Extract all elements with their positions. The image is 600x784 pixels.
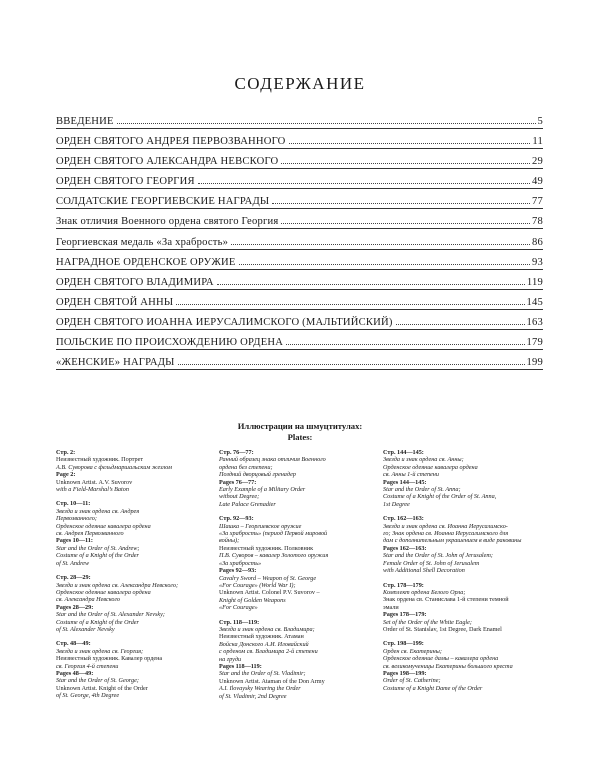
- plates-heading-ru: Иллюстрации на шмуцтитулах:: [237, 421, 363, 431]
- plate-page-ref: Стр. 76—77:: [219, 449, 254, 456]
- toc-entry[interactable]: [56, 189, 543, 209]
- toc-entry-page: 11: [532, 136, 543, 148]
- plate-caption-line: Star and the Order of St. John of Jerusalem;: [383, 552, 493, 560]
- plate-caption-line: Order of St. Catherine;: [383, 677, 441, 685]
- plate-caption-line: Войска Донского А.И. Иловайский: [219, 640, 309, 648]
- plates-column-1: [56, 449, 214, 707]
- page-title: СОДЕРЖАНИЕ: [234, 74, 366, 93]
- plate-caption-line: П.В. Суворов – кавалер Золотого оружия: [219, 552, 329, 560]
- toc-entry-page: 145: [526, 296, 543, 308]
- plate-caption-line: Star and the Order of St. Andrew;: [56, 544, 140, 552]
- plate-caption-line: го; Знак ордена св. Иоанна Иерусалимского для: [383, 530, 509, 538]
- plate-caption-line: св. Анны 1-й степени: [383, 471, 439, 479]
- plate-page-ref: Pages 28—29:: [56, 603, 94, 611]
- toc-entry[interactable]: [56, 310, 543, 330]
- toc-entry[interactable]: [56, 350, 543, 370]
- plate-caption-line: Order of St. Stanislav, 1st Degree, Dark Enamel: [383, 625, 502, 633]
- plate-caption-line: Costume of a Knight of the Order: [56, 552, 139, 560]
- plate-caption-line: св. Александра Невского: [56, 596, 121, 604]
- plate-entry: [383, 515, 541, 574]
- plate-caption-line: Unknown Artist. Knight of the Order: [56, 684, 148, 692]
- plates-list: [56, 449, 546, 769]
- plate-page-ref: Page 2:: [56, 471, 76, 479]
- plate-page-ref: Pages 144—145:: [383, 478, 427, 486]
- toc-entry[interactable]: [56, 330, 543, 350]
- plate-caption-line: св. Андрея Первозванного: [56, 530, 124, 538]
- toc-entry-label: НАГРАДНОЕ ОРДЕНСКОЕ ОРУЖИЕ: [56, 256, 236, 268]
- plate-page-ref: Стр. 48—49:: [56, 640, 91, 648]
- plates-heading: [0, 421, 600, 443]
- plate-caption-line: Орденское одеяние дамы – кавалера ордена: [383, 655, 499, 663]
- toc-entry[interactable]: [56, 149, 543, 169]
- toc-entry-label: Знак отличия Военного ордена святого Георгия: [56, 216, 279, 228]
- plate-caption-line: Ранний образец знака отличия Военного: [219, 456, 326, 464]
- plate-caption-line: Star and the Order of St. Alexander Nevsky;: [56, 611, 165, 619]
- plate-caption-line: эмали: [383, 603, 399, 611]
- plate-caption-line: of St. Vladimir, 2nd Degree: [219, 692, 287, 700]
- toc-entry-page: 49: [532, 176, 543, 188]
- plate-page-ref: Стр. 2:: [56, 449, 76, 456]
- toc-leader-dots: [272, 203, 530, 204]
- plate-caption-line: «За храбрость» (период Первой мировой: [219, 530, 328, 538]
- plate-caption-line: Звезда и знак ордена св. Анны;: [383, 456, 464, 464]
- plate-caption-line: Орденское одеяние кавалера ордена: [56, 522, 151, 530]
- toc-entry[interactable]: [56, 209, 543, 229]
- plate-caption-line: Unknown Artist. Colonel P.V. Suvorov –: [219, 589, 320, 597]
- plate-caption-line: Star and the Order of St. Anna;: [383, 486, 461, 494]
- plate-caption-line: Звезда и знак ордена св. Андрея: [56, 507, 140, 515]
- toc-leader-dots: [178, 364, 525, 365]
- toc-leader-dots: [231, 244, 530, 245]
- toc-leader-dots: [396, 324, 525, 325]
- plate-caption-line: «For Courage» (World War I);: [219, 581, 296, 589]
- toc-entry-label: ВВЕДЕНИЕ: [56, 116, 114, 127]
- plate-entry: [56, 574, 214, 633]
- plate-page-ref: Стр. 92—93:: [219, 515, 254, 523]
- plate-page-ref: Стр. 28—29:: [56, 574, 91, 582]
- plate-caption-line: Звезда и знак ордена св. Александра Невского;: [56, 581, 179, 589]
- toc-entry-page: 199: [526, 357, 543, 369]
- toc-entry[interactable]: [56, 250, 543, 270]
- plate-caption-line: with a Field-Marshal’s Baton: [56, 486, 129, 494]
- toc-entry-label: ОРДЕН СВЯТОГО АНДРЕЯ ПЕРВОЗВАННОГО: [56, 136, 286, 148]
- plate-page-ref: Стр. 118—119:: [219, 618, 260, 626]
- toc-entry-page: 163: [526, 316, 543, 328]
- toc-entry-label: ОРДЕН СВЯТОГО ИОАННА ИЕРУСАЛИМСКОГО (МАЛЬТИЙСКИЙ): [56, 316, 393, 328]
- plate-caption-line: Costume of a Knight Dame of the Order: [383, 684, 483, 692]
- plates-heading-en: Plates:: [287, 432, 313, 442]
- plate-entry: [56, 640, 214, 699]
- table-of-contents: [56, 109, 543, 370]
- plate-caption-line: of St. Andrew: [56, 559, 90, 567]
- plate-entry: [56, 500, 214, 567]
- toc-leader-dots: [286, 344, 524, 345]
- plate-caption-line: Star and the Order of St. Vladimir;: [219, 670, 306, 678]
- toc-entry-label: ОРДЕН СВЯТОЙ АННЫ: [56, 296, 174, 308]
- plate-caption-line: св. Георгия 4-й степени: [56, 662, 119, 670]
- plate-caption-line: Неизвестный художник. Портрет: [56, 456, 144, 464]
- toc-entry-label: ОРДЕН СВЯТОГО ВЛАДИМИРА: [56, 276, 214, 288]
- plate-caption-line: 1st Degree: [383, 500, 410, 508]
- plate-entry: [56, 449, 214, 493]
- toc-entry-page: 29: [532, 156, 543, 168]
- plate-caption-line: Costume of a Knight of the Order: [56, 618, 139, 626]
- toc-leader-dots: [281, 223, 530, 224]
- plate-caption-line: Орденское одеяние кавалера ордена: [56, 588, 151, 596]
- toc-entry[interactable]: [56, 129, 543, 149]
- plate-page-ref: Pages 10—11:: [56, 537, 93, 545]
- toc-entry[interactable]: [56, 290, 543, 310]
- plate-caption-line: Шашка – Георгиевское оружие: [219, 522, 302, 530]
- plates-column-3: [383, 449, 541, 699]
- plate-caption-line: Первозванного;: [56, 515, 97, 523]
- plate-caption-line: «For Courage»: [219, 604, 258, 612]
- plate-caption-line: Неизвестный художник. Полковник: [219, 544, 314, 552]
- toc-entry-label: СОЛДАТСКИЕ ГЕОРГИЕВСКИЕ НАГРАДЫ: [56, 196, 270, 208]
- plate-caption-line: Звезда и знак ордена св. Владимира;: [219, 625, 315, 633]
- toc-leader-dots: [289, 143, 531, 144]
- toc-entry-label: ПОЛЬСКИЕ ПО ПРОИСХОЖДЕНИЮ ОРДЕНА: [56, 337, 284, 349]
- plate-caption-line: Set of the Order of the White Eagle;: [383, 618, 472, 626]
- plate-caption-line: Поздний дворцовый гренадер: [219, 471, 296, 479]
- plate-caption-line: Early Example of a Military Order: [219, 486, 306, 494]
- plate-caption-line: св. великомученицы Екатерины большого креста: [383, 662, 513, 670]
- plate-page-ref: Pages 162—163:: [383, 544, 427, 552]
- plate-page-ref: Стр. 144—145:: [383, 449, 424, 456]
- plate-caption-line: of St. Alexander Nevsky: [56, 625, 115, 633]
- plate-caption-line: with Additional Shell Decoration: [383, 567, 465, 575]
- plate-entry: [383, 582, 541, 634]
- plate-entry: [219, 515, 377, 611]
- plates-column-2: [219, 449, 377, 707]
- plate-page-ref: Pages 178—179:: [383, 611, 427, 619]
- toc-entry[interactable]: [56, 230, 543, 250]
- plate-caption-line: A.I. Ilovaysky Wearing the Order: [219, 685, 301, 693]
- plate-caption-line: «За храбрость»: [219, 559, 262, 567]
- toc-leader-dots: [239, 264, 530, 265]
- toc-leader-dots: [198, 183, 530, 184]
- toc-entry-label: ОРДЕН СВЯТОГО АЛЕКСАНДРА НЕВСКОГО: [56, 156, 279, 168]
- plate-caption-line: дам с дополнительным украшением в виде раковины: [383, 537, 522, 545]
- toc-entry-page: 179: [526, 337, 543, 349]
- plate-caption-line: войны);: [219, 537, 240, 545]
- toc-entry-label: «ЖЕНСКИЕ» НАГРАДЫ: [56, 357, 175, 369]
- plate-caption-line: Late Palace Grenadier: [219, 500, 276, 508]
- plate-caption-line: Звезда и знак ордена св. Георгия;: [56, 647, 144, 655]
- plate-entry: [383, 449, 541, 508]
- toc-entry-page: 78: [532, 216, 543, 228]
- toc-entry[interactable]: [56, 169, 543, 189]
- plate-entry: [383, 640, 541, 692]
- plate-page-ref: Pages 118—119:: [219, 662, 262, 670]
- toc-leader-dots: [176, 304, 524, 305]
- plate-caption-line: of St. George, 4th Degree: [56, 692, 120, 700]
- toc-leader-dots: [217, 284, 525, 285]
- toc-entry-page: 93: [532, 256, 543, 268]
- plate-caption-line: ордена без степени;: [219, 463, 273, 471]
- plate-caption-line: Знак ордена св. Станислава 1-й степени темной: [383, 596, 509, 604]
- plate-caption-line: Costume of a Knight of the Order of St. Anna,: [383, 493, 497, 501]
- plate-caption-line: Unknown Artist. A.V. Suvorov: [56, 478, 133, 486]
- plate-page-ref: Pages 92—93:: [219, 567, 257, 575]
- plate-caption-line: Звезда и знак ордена св. Иоанна Иерусалимско-: [383, 522, 508, 530]
- plate-page-ref: Стр. 178—179:: [383, 581, 424, 589]
- plate-caption-line: Орден св. Екатерины;: [383, 647, 442, 655]
- plate-caption-line: Knight of Golden Weapons: [219, 596, 286, 604]
- plate-caption-line: Комплект ордена Белого Орла;: [383, 588, 466, 596]
- plate-page-ref: Pages 48—49:: [56, 669, 94, 677]
- plate-entry: [219, 619, 377, 700]
- toc-leader-dots: [117, 123, 536, 124]
- toc-entry-page: 77: [532, 196, 543, 208]
- toc-entry-page: 86: [532, 236, 543, 248]
- plate-page-ref: Pages 198—199:: [383, 669, 427, 677]
- toc-entry[interactable]: [56, 109, 543, 129]
- toc-entry[interactable]: [56, 270, 543, 290]
- plate-caption-line: without Degree;: [219, 493, 260, 501]
- plate-caption-line: Орденское одеяние кавалера ордена: [383, 463, 478, 471]
- plate-page-ref: Стр. 10—11:: [56, 500, 91, 508]
- plate-caption-line: Star and the Order of St. George;: [56, 677, 139, 685]
- plate-caption-line: Неизвестный художник. Кавалер ордена: [56, 655, 163, 663]
- plate-caption-line: Unknown Artist. Ataman of the Don Army: [219, 677, 325, 685]
- toc-entry-label: ОРДЕН СВЯТОГО ГЕОРГИЯ: [56, 176, 195, 188]
- plate-caption-line: на груди: [219, 655, 242, 663]
- plate-page-ref: Стр. 162—163:: [383, 515, 424, 523]
- plate-page-ref: Стр. 198—199:: [383, 640, 424, 648]
- plate-entry: [219, 449, 377, 508]
- toc-entry-page: 119: [526, 276, 543, 288]
- plate-caption-line: Female Order of St. John of Jerusalem: [383, 559, 480, 567]
- plate-caption-line: А.В. Суворова с фельдмаршальским жезлом: [56, 463, 172, 471]
- plate-caption-line: Cavalry Sword – Weapon of St. George: [219, 574, 317, 582]
- plate-page-ref: Pages 76—77:: [219, 478, 257, 486]
- toc-leader-dots: [281, 163, 530, 164]
- toc-entry-page: 5: [537, 116, 543, 127]
- toc-entry-label: Георгиевская медаль «За храбрость»: [56, 236, 229, 248]
- plate-caption-line: с орденом св. Владимира 2-й степени: [219, 648, 318, 656]
- plate-caption-line: Неизвестный художник. Атаман: [219, 633, 304, 641]
